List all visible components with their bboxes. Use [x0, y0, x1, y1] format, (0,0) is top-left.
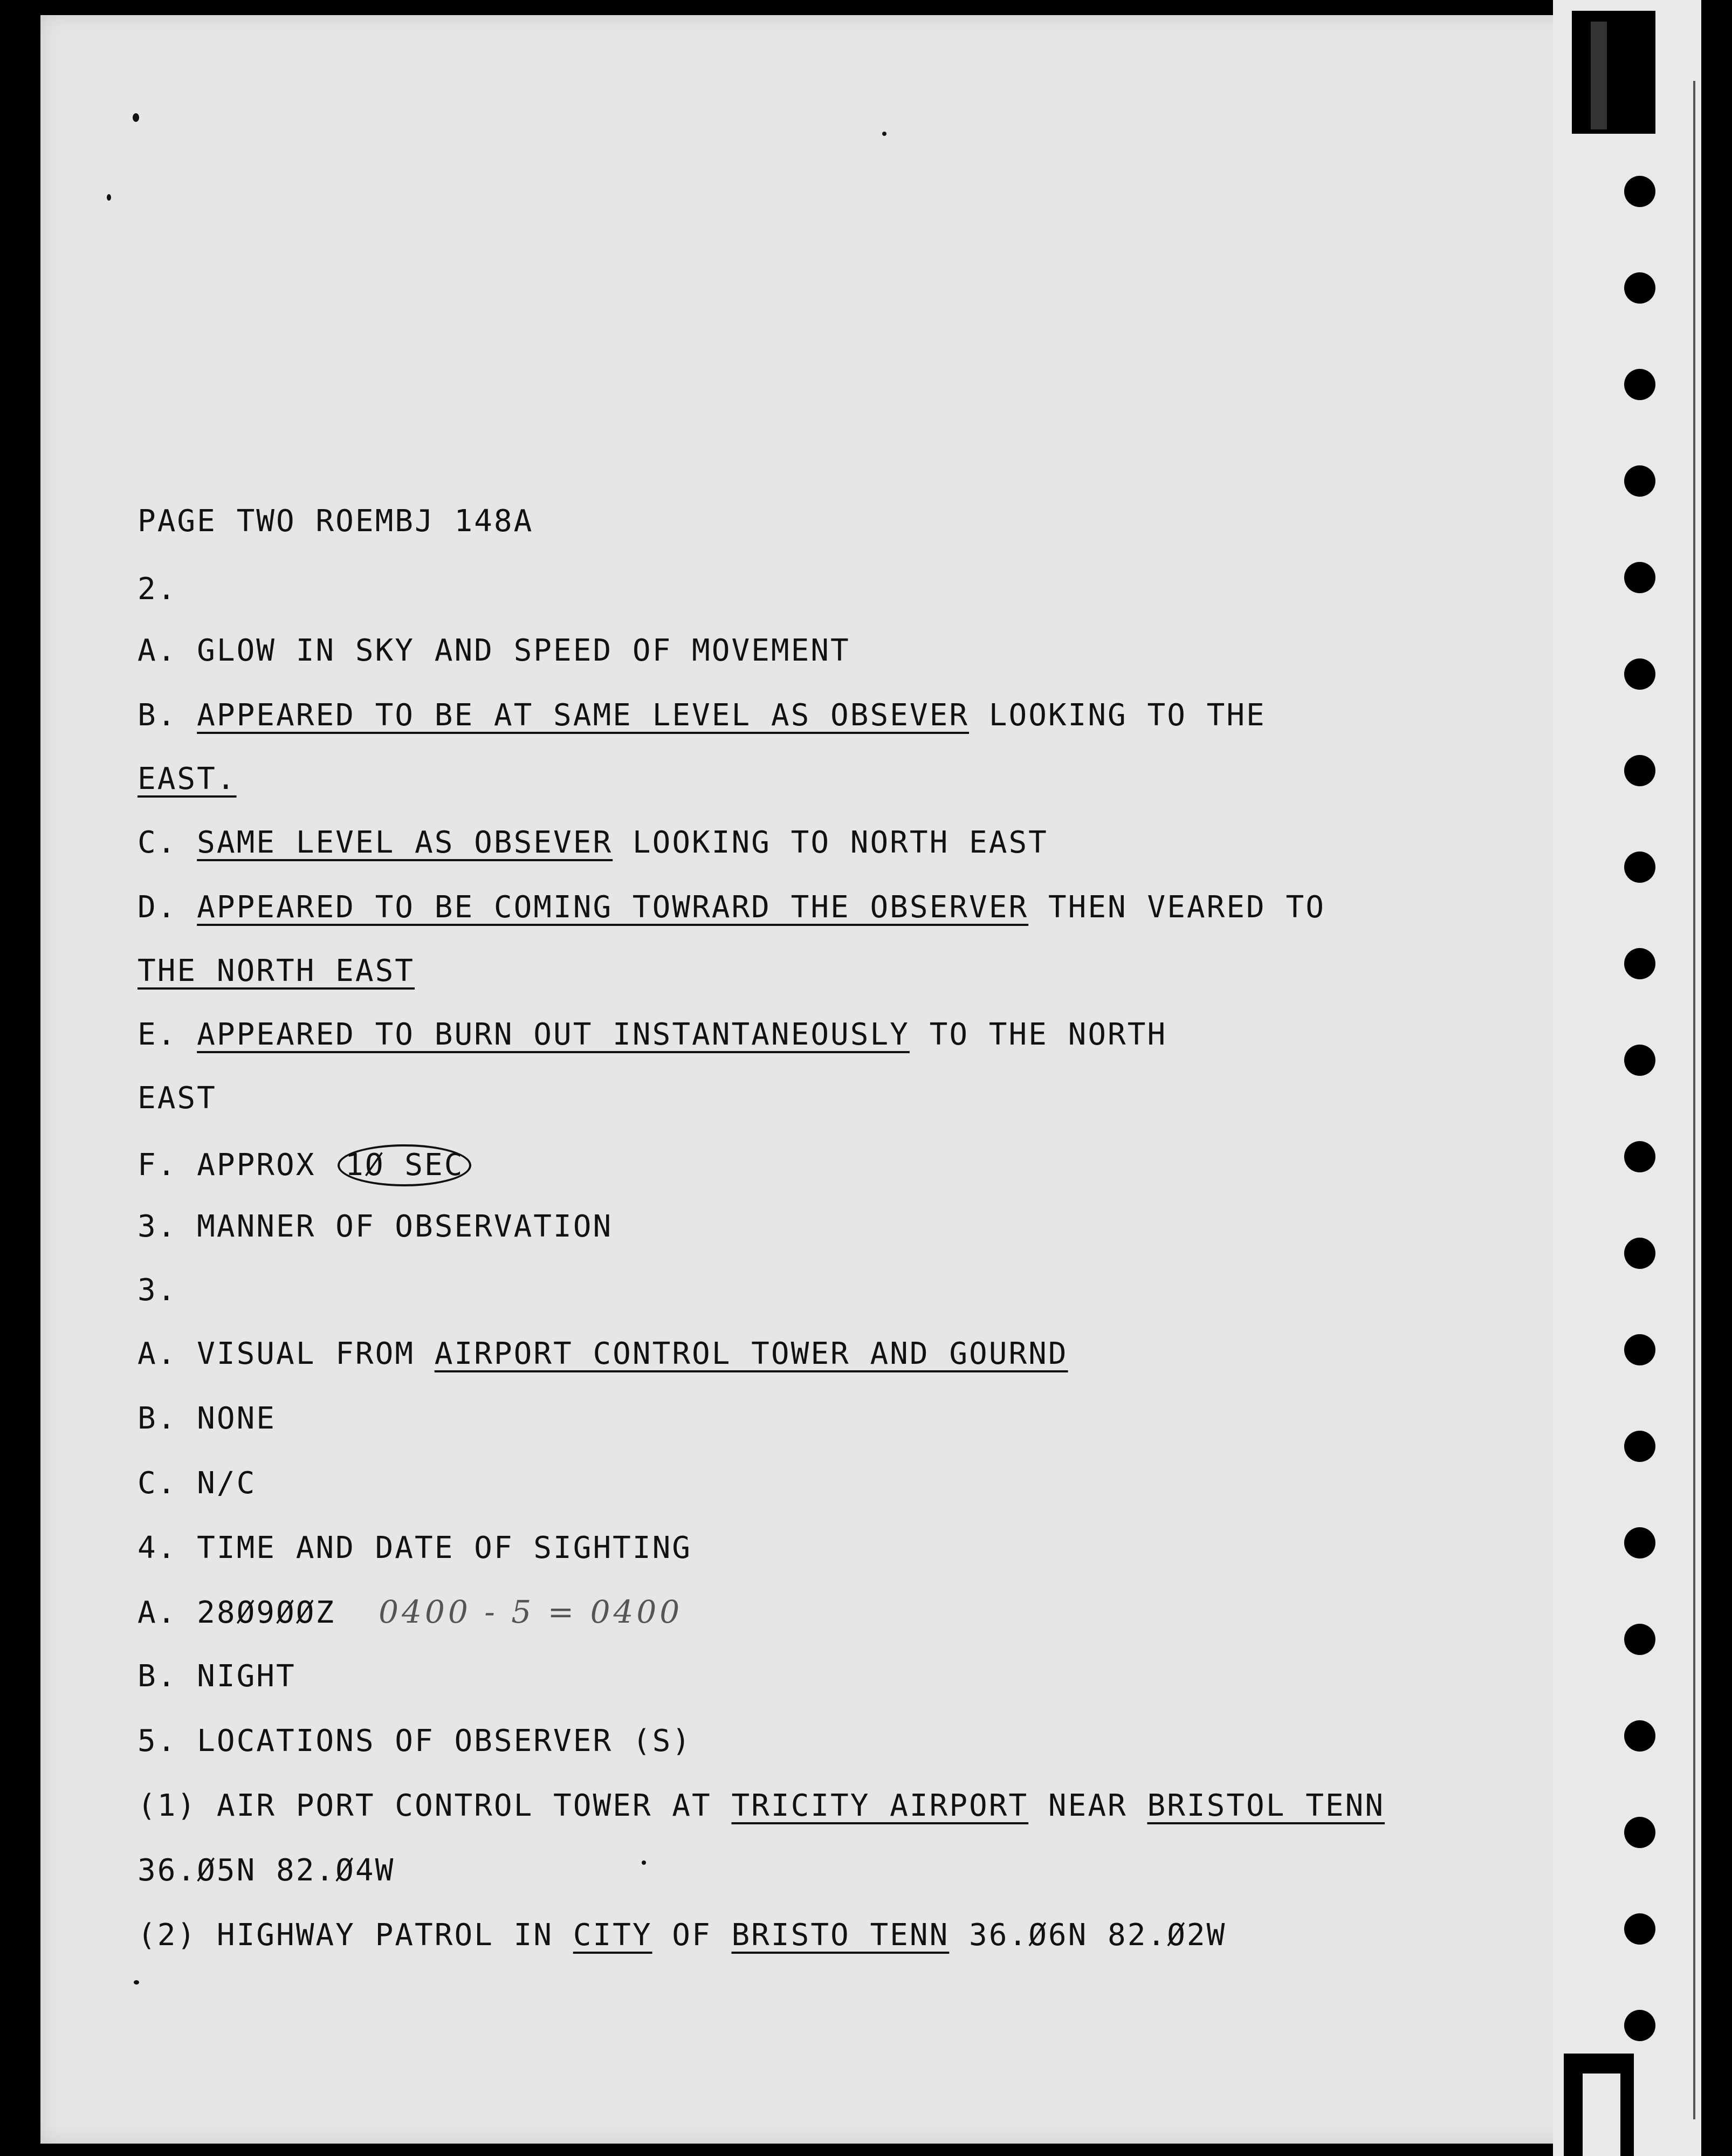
doc-line-4a: A. 28Ø9ØØZ 0400 - 5 = 0400 — [138, 1594, 683, 1630]
doc-line-4-title: 4. TIME AND DATE OF SIGHTING — [138, 1530, 692, 1565]
binding-tab-top — [1572, 11, 1655, 134]
speck — [107, 194, 111, 201]
doc-line-3-title: 3. MANNER OF OBSERVATION — [138, 1209, 613, 1244]
handwritten-note: 0400 - 5 = 0400 — [379, 1594, 683, 1630]
punch-hole — [1624, 176, 1655, 207]
doc-line-2d: D. APPEARED TO BE COMING TOWRARD THE OBSERVER THEN VEARED TO — [138, 890, 1325, 925]
punch-hole — [1624, 562, 1655, 593]
page-edge-line — [1693, 81, 1695, 2119]
binding-tab-top-notch — [1591, 22, 1607, 129]
speck — [133, 113, 139, 122]
punch-hole — [1624, 1238, 1655, 1269]
punch-hole — [1624, 369, 1655, 400]
punch-hole — [1624, 1334, 1655, 1365]
doc-line-5-title: 5. LOCATIONS OF OBSERVER (S) — [138, 1724, 692, 1759]
speck — [882, 132, 886, 136]
punch-hole — [1624, 465, 1655, 497]
doc-line-4b: B. NIGHT — [138, 1659, 296, 1694]
doc-line-5-1: (1) AIR PORT CONTROL TOWER AT TRICITY AIRPORT NEAR BRISTOL TENN — [138, 1788, 1385, 1823]
doc-line-2e-cont: EAST — [138, 1081, 217, 1116]
doc-line-3c: C. N/C — [138, 1466, 257, 1501]
doc-line-2b: B. APPEARED TO BE AT SAME LEVEL AS OBSEVER LOOKING TO THE — [138, 698, 1266, 733]
punch-hole — [1624, 1527, 1655, 1558]
doc-line-2e: E. APPEARED TO BURN OUT INSTANTANEOUSLY TO THE NORTH — [138, 1017, 1167, 1052]
doc-line-5-2: (2) HIGHWAY PATROL IN CITY OF BRISTO TENN 36.Ø6N 82.Ø2W — [138, 1918, 1227, 1953]
punch-hole — [1624, 1431, 1655, 1462]
speck — [642, 1860, 646, 1865]
doc-line-header: PAGE TWO ROEMBJ 148A — [138, 504, 534, 539]
doc-line-3: 3. — [138, 1273, 177, 1308]
speck — [134, 1980, 139, 1985]
punch-hole — [1624, 1141, 1655, 1172]
doc-line-2c: C. SAME LEVEL AS OBSEVER LOOKING TO NORTH EAST — [138, 825, 1048, 860]
punch-hole — [1624, 755, 1655, 786]
punch-hole — [1624, 852, 1655, 883]
doc-line-2f: F. APPROX 1Ø SEC — [138, 1144, 471, 1186]
punch-hole — [1624, 658, 1655, 690]
doc-line-3b: B. NONE — [138, 1401, 277, 1436]
doc-line-3a: A. VISUAL FROM AIRPORT CONTROL TOWER AND GOURND — [138, 1336, 1068, 1371]
doc-line-2a: A. GLOW IN SKY AND SPEED OF MOVEMENT — [138, 633, 850, 668]
punch-hole — [1624, 1817, 1655, 1848]
punch-hole — [1624, 1913, 1655, 1945]
punch-hole — [1624, 1624, 1655, 1655]
punch-hole — [1624, 948, 1655, 979]
doc-line-2b-cont: EAST. — [138, 761, 237, 797]
doc-line-5-1-cont: 36.Ø5N 82.Ø4W — [138, 1853, 395, 1888]
doc-line-2: 2. — [138, 572, 177, 607]
doc-line-2d-cont: THE NORTH EAST — [138, 953, 415, 988]
punch-hole — [1624, 272, 1655, 304]
punch-hole — [1624, 2010, 1655, 2041]
binding-tab-bottom-notch — [1583, 2073, 1620, 2156]
punch-hole — [1624, 1720, 1655, 1752]
punch-hole — [1624, 1045, 1655, 1076]
circled-duration: 1Ø SEC — [338, 1144, 471, 1186]
